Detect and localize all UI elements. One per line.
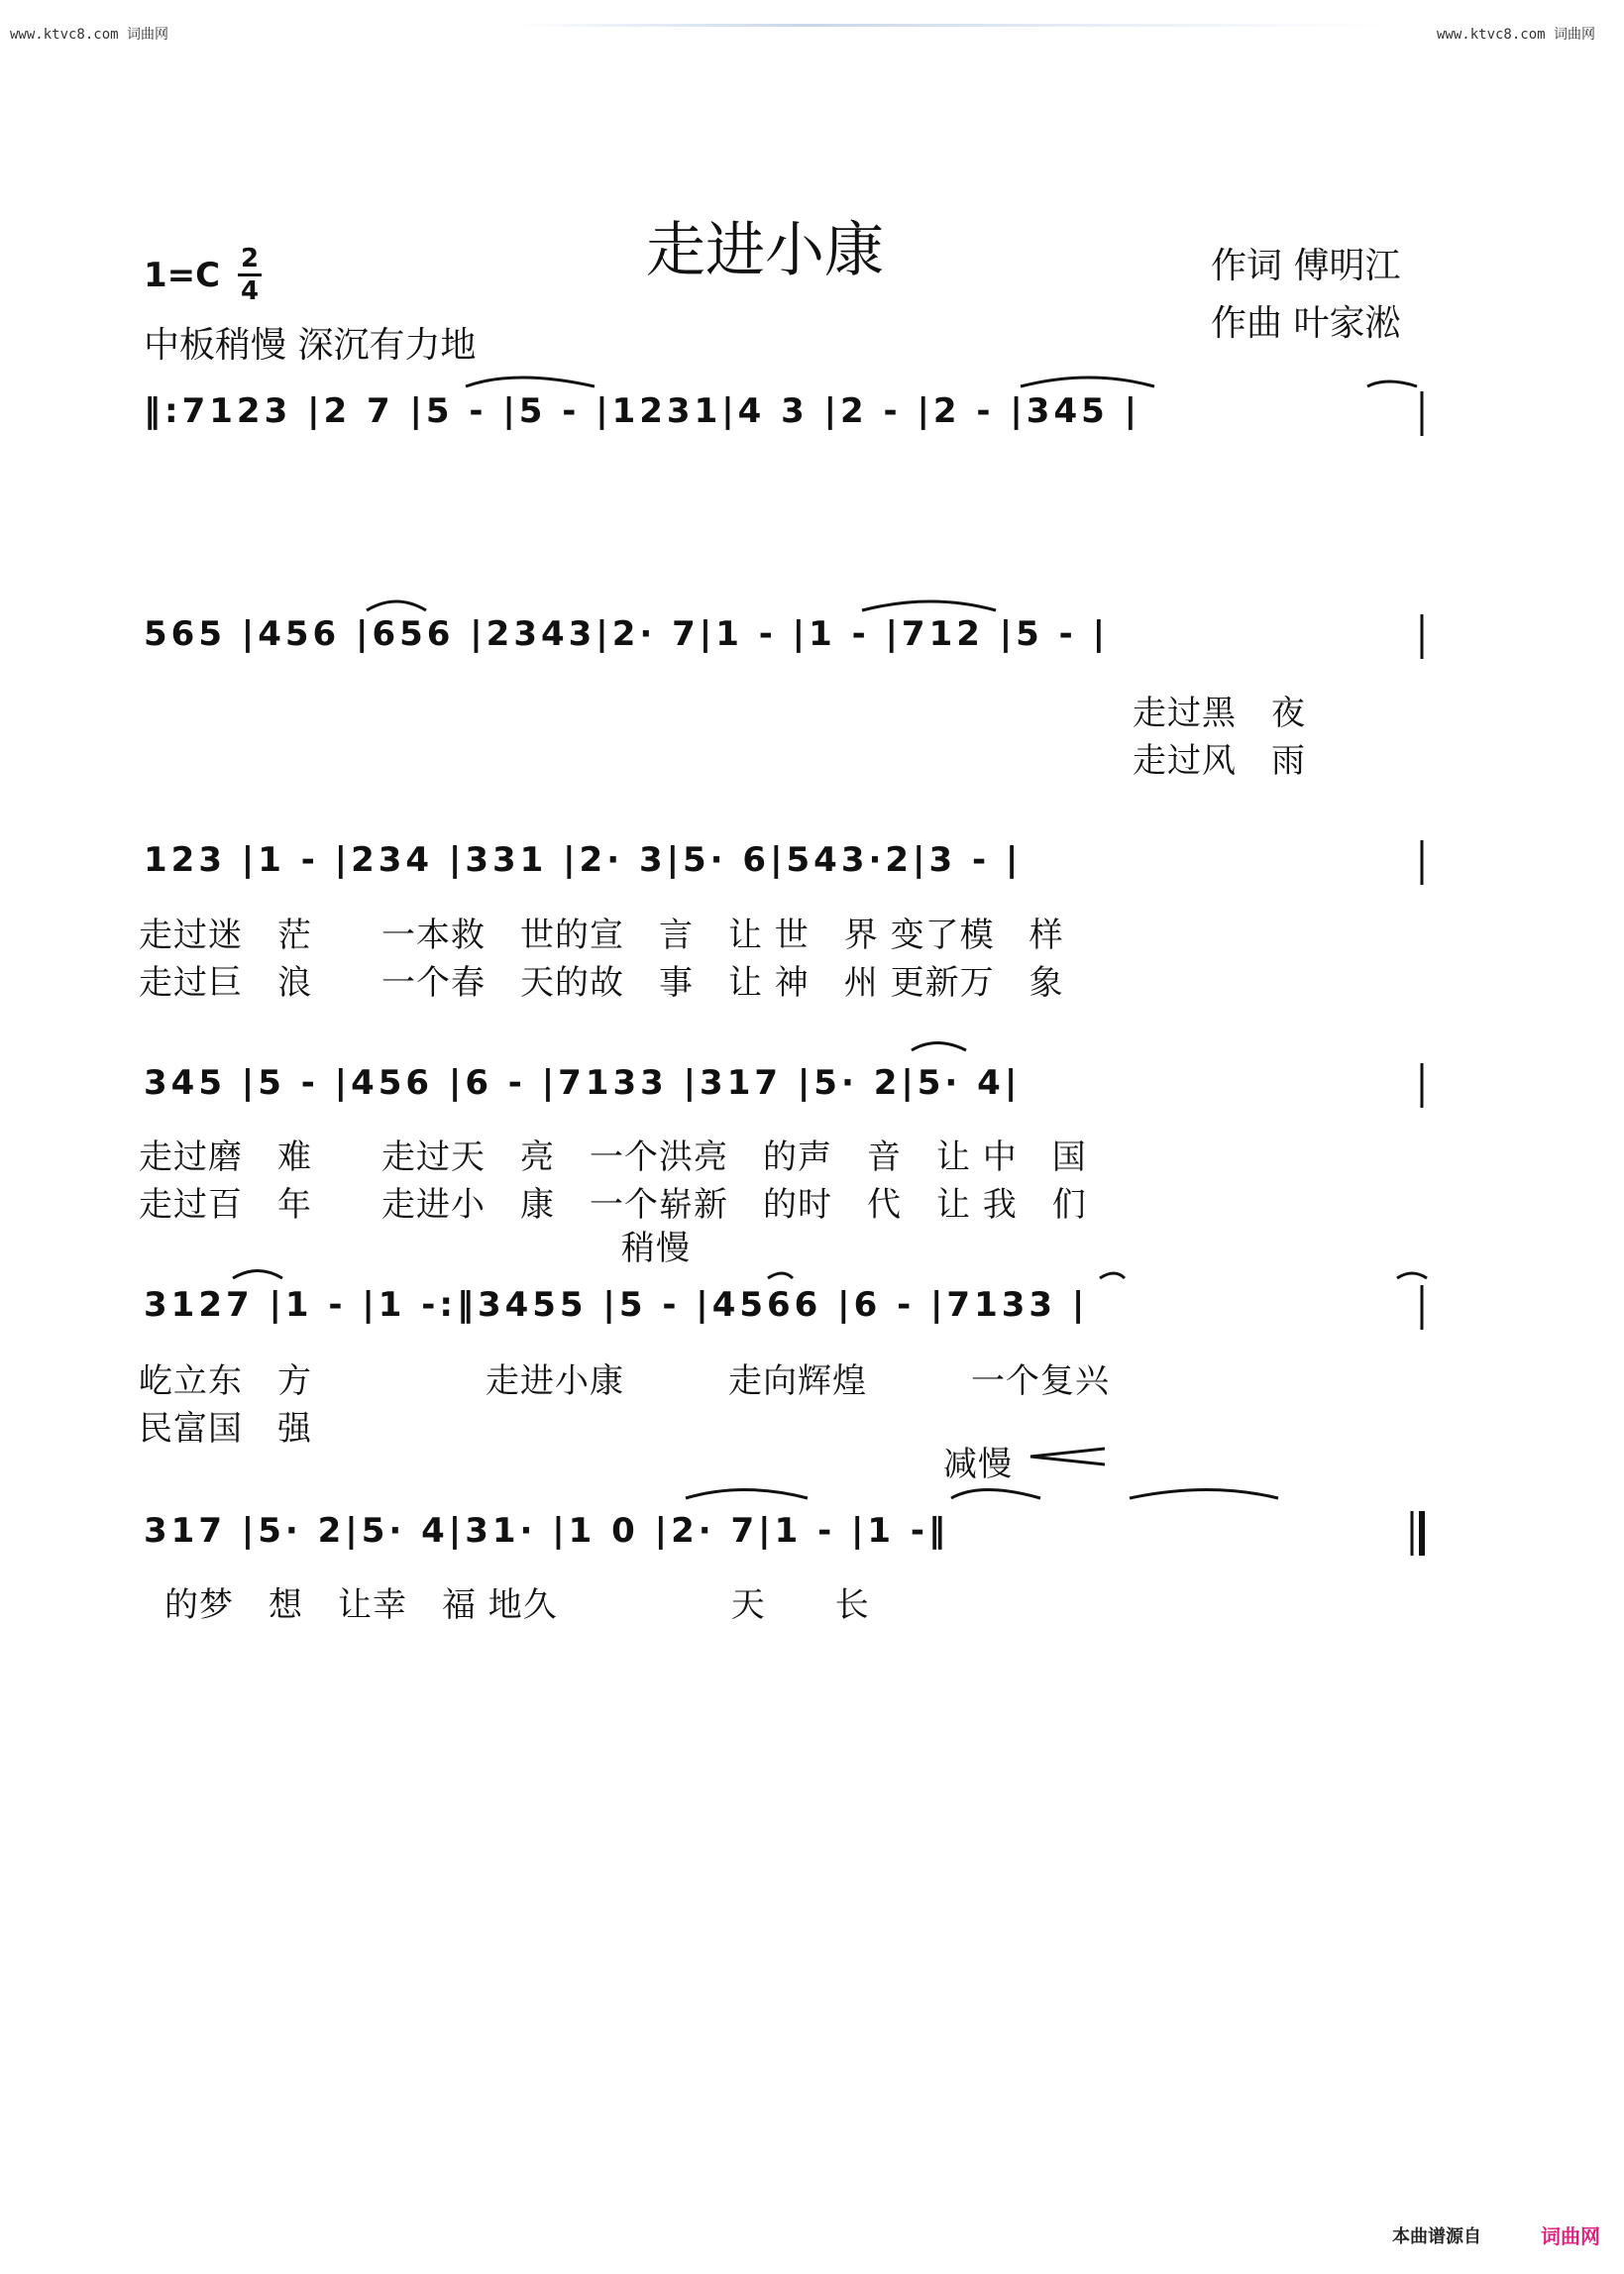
tie-mark [1397, 1273, 1427, 1278]
tie-mark [233, 1271, 282, 1279]
tie-mark [686, 1490, 808, 1499]
score-line-3: 123 |1 - |234 |331 |2· 3|5· 6|543·2|3 - | [144, 840, 1023, 880]
tie-mark [768, 1273, 793, 1278]
footer-site-link[interactable]: 词曲网 [1541, 2224, 1600, 2248]
lyrics-line-4-verse-1: 走过磨 难 走过天 亮 一个洪亮 的声 音 让 中 国 [139, 1137, 1087, 1177]
tie-mark [951, 1490, 1040, 1499]
lyrics-line-2-verse-1: 走过黑 夜 [1133, 694, 1306, 733]
tie-mark [912, 1043, 966, 1051]
tie-mark [1367, 381, 1417, 386]
song-title: 走进小康 [646, 216, 884, 285]
lyricist: 作词 傅明江 [1211, 246, 1401, 286]
tie-mark [1100, 1273, 1125, 1278]
composer: 作曲 叶家淞 [1211, 303, 1401, 344]
header-site-right[interactable]: www.ktvc8.com 词曲网 [1437, 27, 1596, 43]
lyrics-line-4-verse-2: 走过百 年 走进小 康 一个崭新 的时 代 让 我 们 [139, 1185, 1087, 1225]
header-site-left[interactable]: www.ktvc8.com 词曲网 [10, 27, 169, 43]
tie-mark [862, 601, 996, 610]
time-top: 2 [240, 244, 260, 273]
key-signature: 1=C [144, 256, 221, 295]
lyrics-line-3-verse-2: 走过巨 浪 一个春 天的故 事 让 神 州 更新万 象 [139, 963, 1064, 1003]
tempo-marking: 中板稍慢 深沉有力地 [144, 325, 477, 366]
lyrics-line-5-verse-2: 民富国 强 [139, 1409, 312, 1449]
score-line-5: 3127 |1 - |1 -:‖3455 |5 - |4566 |6 - |7133 | [144, 1285, 1089, 1325]
marking-slightly-slower: 稍慢 [621, 1229, 691, 1268]
tie-mark [367, 601, 426, 610]
footer-source-label: 本曲谱源自 [1392, 2226, 1481, 2247]
score-line-2: 565 |456 |656 |2343|2· 7|1 - |1 - |712 |5 - | [144, 614, 1110, 654]
score-line-6: 317 |5· 2|5· 4|31· |1 0 |2· 7|1 - |1 -‖ [144, 1511, 950, 1551]
score-line-1: ‖:7123 |2 7 |5 - |5 - |1231|4 3 |2 - |2 - |345 | [144, 391, 1141, 431]
lyrics-line-6-verse-1: 的梦 想 让幸 福 地久 天 长 [164, 1585, 870, 1625]
lyrics-line-3-verse-1: 走过迷 茫 一本救 世的宣 言 让 世 界 变了模 样 [139, 916, 1064, 955]
time-bottom: 4 [240, 276, 260, 306]
tie-mark [1130, 1490, 1278, 1499]
marking-ritardando: 减慢 [943, 1445, 1013, 1484]
score-line-4: 345 |5 - |456 |6 - |7133 |317 |5· 2|5· 4| [144, 1063, 1022, 1103]
lyrics-line-5-verse-1: 屹立东 方 走进小康 走向辉煌 一个复兴 [139, 1361, 1110, 1401]
lyrics-line-2-verse-2: 走过风 雨 [1133, 741, 1306, 781]
hairpin-mark [1030, 1449, 1105, 1464]
tie-mark [1021, 378, 1154, 386]
tie-mark [466, 378, 595, 386]
